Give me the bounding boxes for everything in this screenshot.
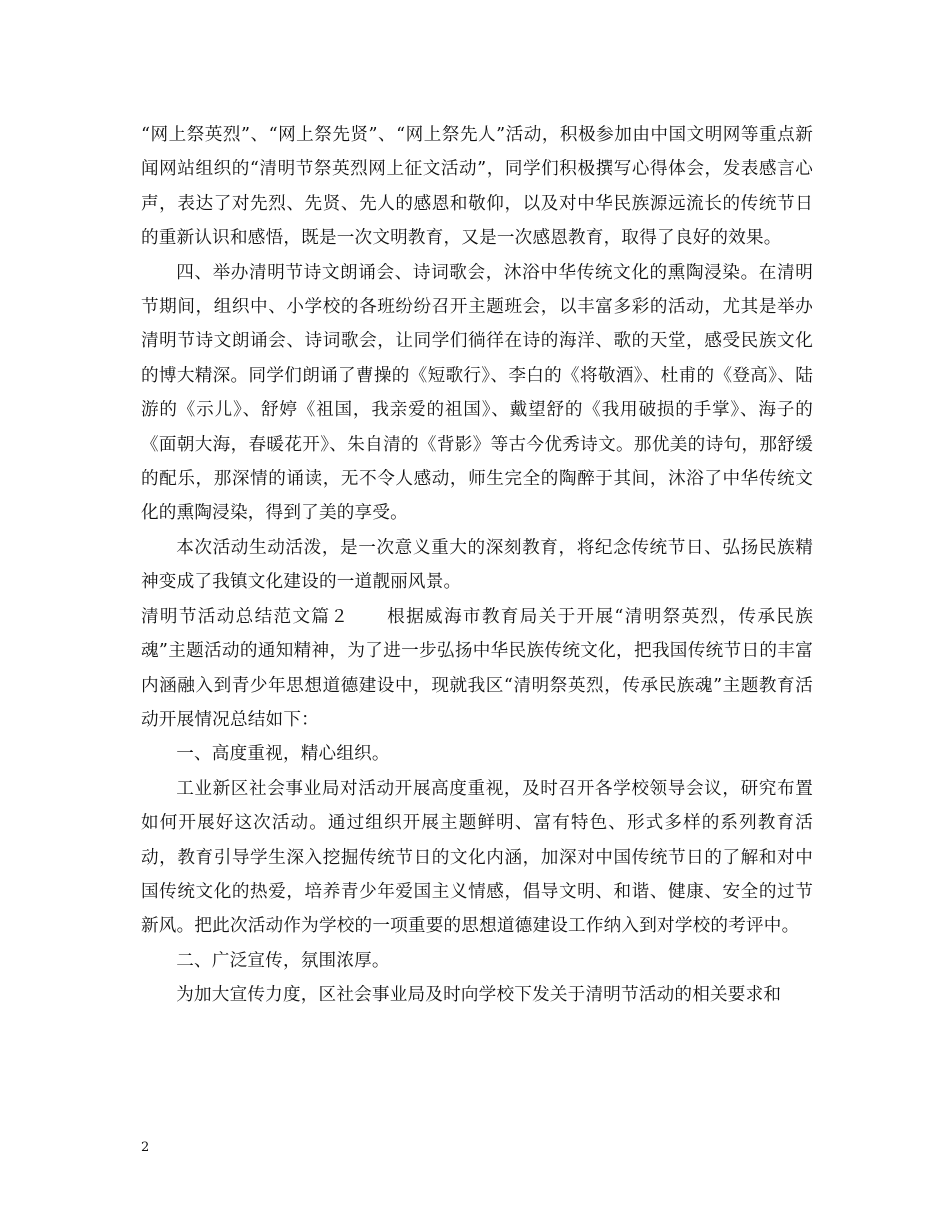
paragraph-4: 清明节活动总结范文篇２ 根据威海市教育局关于开展“清明祭英烈，传承民族魂”主题活动的通知精神，为了进一步弘扬中华民族传统文化，把我国传统节日的丰富内涵融入到青少年思想道德建设中，现就我区“清明祭英烈，传承民族魂”主题教育活动开展情况总结如下： — [141, 606, 813, 730]
page-number: 2 — [141, 1140, 150, 1155]
paragraph-2: 四、举办清明节诗文朗诵会、诗词歌会，沐浴中华传统文化的熏陶浸染。在清明节期间，组织中、小学校的各班纷纷召开主题班会，以丰富多彩的活动，尤其是举办清明节诗文朗诵会、诗词歌会，让同学们徜徉在诗的海洋、歌的天堂，感受民族文化的博大精深。同学们朗诵了曹操的《短歌行》、李白的《将敬酒》、杜甫的《登高》、陆游的《示儿》、舒婷《祖国，我亲爱的祖国》、戴望舒的《我用破损的手掌》、海子的《面朝大海，春暖花开》、朱自清的《背影》等古今优秀诗文。那优美的诗句，那舒缓的配乐，那深情的诵读，无不令人感动，师生完全的陶醉于其间，沐浴了中华传统文化的熏陶浸染，得到了美的享受。 — [141, 262, 813, 524]
paragraph-1: “网上祭英烈”、“网上祭先贤”、“网上祭先人”活动，积极参加由中国文明网等重点新闻网站组织的“清明节祭英烈网上征文活动”，同学们积极撰写心得体会，发表感言心声，表达了对先烈、先贤、先人的感恩和敬仰，以及对中华民族源远流长的传统节日的重新认识和感悟，既是一次文明教育，又是一次感恩教育，取得了良好的效果。 — [141, 125, 813, 249]
paragraph-5-heading: 一、高度重视，精心组织。 — [176, 744, 390, 765]
paragraph-3: 本次活动生动活泼，是一次意义重大的深刻教育，将纪念传统节日、弘扬民族精神变成了我镇文化建设的一道靓丽风景。 — [141, 537, 813, 593]
paragraph-7-heading: 二、广泛宣传，氛围浓厚。 — [176, 950, 390, 971]
paragraph-8: 为加大宣传力度，区社会事业局及时向学校下发关于清明节活动的相关要求和 — [176, 985, 782, 1006]
paragraph-6: 工业新区社会事业局对活动开展高度重视，及时召开各学校领导会议，研究布置如何开展好这次活动。通过组织开展主题鲜明、富有特色、形式多样的系列教育活动，教育引导学生深入挖掘传统节日的文化内涵，加深对中国传统节日的了解和对中国传统文化的热爱，培养青少年爱国主义情感，倡导文明、和谐、健康、安全的过节新风。把此次活动作为学校的一项重要的思想道德建设工作纳入到对学校的考评中。 — [141, 778, 813, 937]
document-body — [141, 118, 813, 1013]
